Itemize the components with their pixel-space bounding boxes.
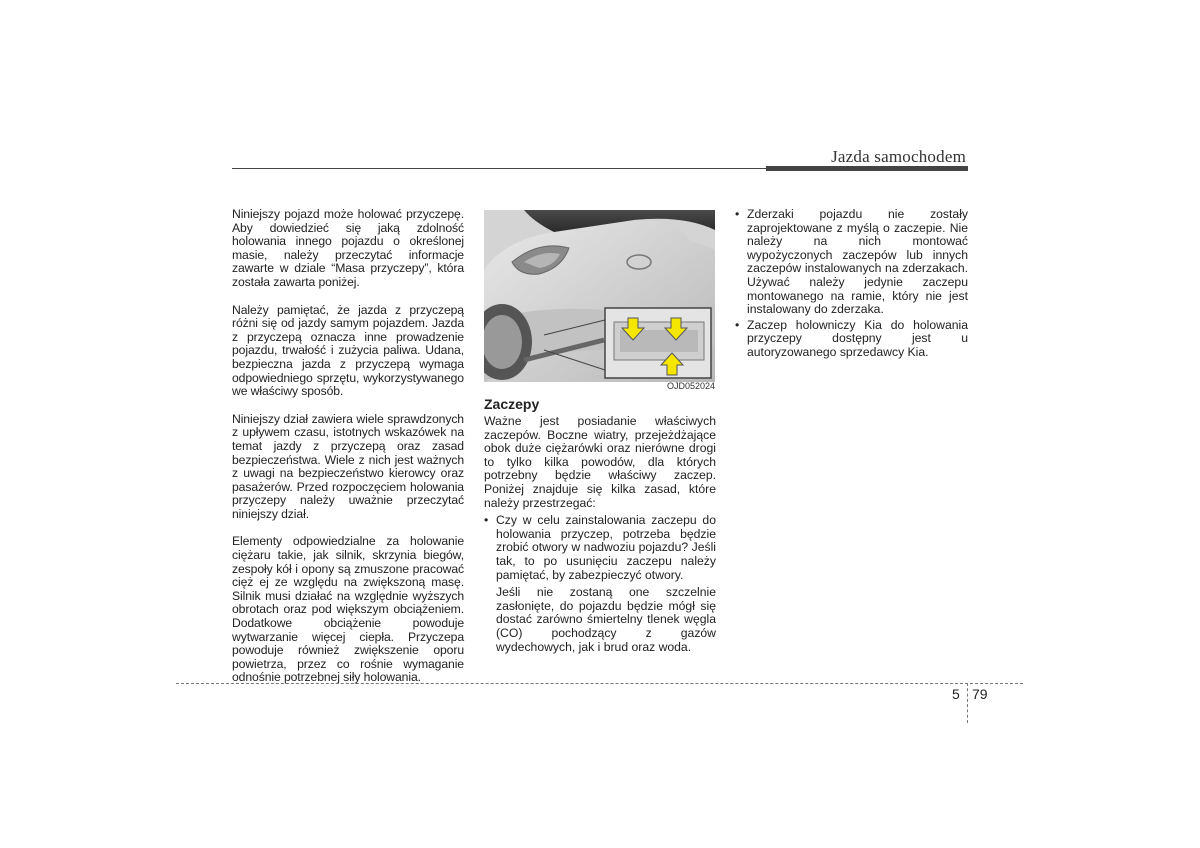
paragraph: Elementy odpowiedzialne za holowanie ciężaru takie, jak silnik, skrzynia biegów, zespoły kół i opony są zmuszone pracować cięż ej ze względu na zwiększoną masę. Silnik musi działać na względnie wyższych obrotach oraz pod większym obciążeniem. Dodatkowe obciążenie powoduje wytwarzanie więcej ciepła. Przyczepa powoduje również zwiększenie oporu powietrza, przez co rośnie wymaganie odnośnie potrzebnej siły holowania. <box>232 534 464 685</box>
list-item-text: Zaczep holowniczy Kia do holowania przyczepy dostępny jest u autoryzowanego sprzedawcy Kia. <box>747 317 968 359</box>
figure-code: OJD052024 <box>666 381 715 391</box>
list-item <box>735 208 968 317</box>
list-item-text: Zderzaki pojazdu nie zostały zaprojektowane z myślą o zaczepie. Nie należy na nich montować wypożyczonych zaczepów lub innych zaczepów instalowanych na zderzakach. Używać należy jedynie zaczepu montowanego na ramie, który nie jest instalowany do zderzaka. <box>747 207 968 317</box>
paragraph: Niniejszy dział zawiera wiele sprawdzonych z upływem czasu, istotnych wskazówek na temat jazdy z przyczepą oraz zasad bezpieczeństwa. Wiele z nich jest ważnych z uwagi na bezpieczeństwo kierowcy oraz pasażerów. Przed rozpoczęciem holowania przyczepy należy uważnie przeczytać niniejszy dział. <box>232 411 464 521</box>
header-bar <box>766 166 968 171</box>
page-number: 79 <box>972 686 988 702</box>
bullet-glyph: • <box>484 513 489 528</box>
chapter-title: Jazda samochodem <box>831 147 966 166</box>
bullet-list <box>735 208 968 360</box>
chapter-number: 5 <box>952 686 960 702</box>
footer-divider <box>176 683 1023 684</box>
bullet-glyph: • <box>735 207 740 221</box>
bullet-glyph: • <box>735 317 740 332</box>
list-item <box>735 319 968 360</box>
bullet-list <box>484 514 716 654</box>
footer-vertical-divider <box>967 683 968 723</box>
column-1 <box>232 208 464 699</box>
column-3 <box>735 208 968 360</box>
towing-hitch-illustration <box>484 210 715 382</box>
list-item-subtext: Jeśli nie zostaną one szczelnie zasłonięte, do pojazdu będzie mógł się dostać zarówno śmiertelny tlenek węgla (CO) pochodzący z gazów wydechowych, jak i brud oraz woda. <box>496 585 716 654</box>
paragraph: Ważne jest posiadanie właściwych zaczepów. Boczne wiatry, przejeżdżające obok duże ciężarówki oraz nierówne drogi to tylko kilka powodów, dla których potrzebny będzie właściwy zaczep. Poniżej znajduje się kilka zasad, które należy przestrzegać: <box>484 414 716 510</box>
paragraph: Należy pamiętać, że jazda z przyczepą różni się od jazdy samym pojazdem. Jazda z przyczepą oznacza inne prowadzenie pojazdu, trwałość i zużycia paliwa. Udana, bezpieczna jazda z przyczepą wymaga odpowiedniego sprzętu, wykorzystywanego we właściwy sposób. <box>232 302 464 399</box>
list-item-text: Czy w celu zainstalowania zaczepu do holowania przyczep, potrzeba będzie zrobić otwory w nadwoziu pojazdu? Jeśli tak, to po usunięciu zaczepu należy pamiętać, by zabezpieczyć otwory. <box>496 513 716 582</box>
paragraph: Niniejszy pojazd może holować przyczepę. Aby dowiedzieć się jaką zdolność holowania innego pojazdu o określonej masie, należy przeczytać informacje zawarte w dziale “Masa przyczepy”, która została zawarta poniżej. <box>232 207 464 289</box>
list-item <box>484 514 716 654</box>
column-2 <box>484 396 716 654</box>
section-heading: Zaczepy <box>484 396 540 412</box>
